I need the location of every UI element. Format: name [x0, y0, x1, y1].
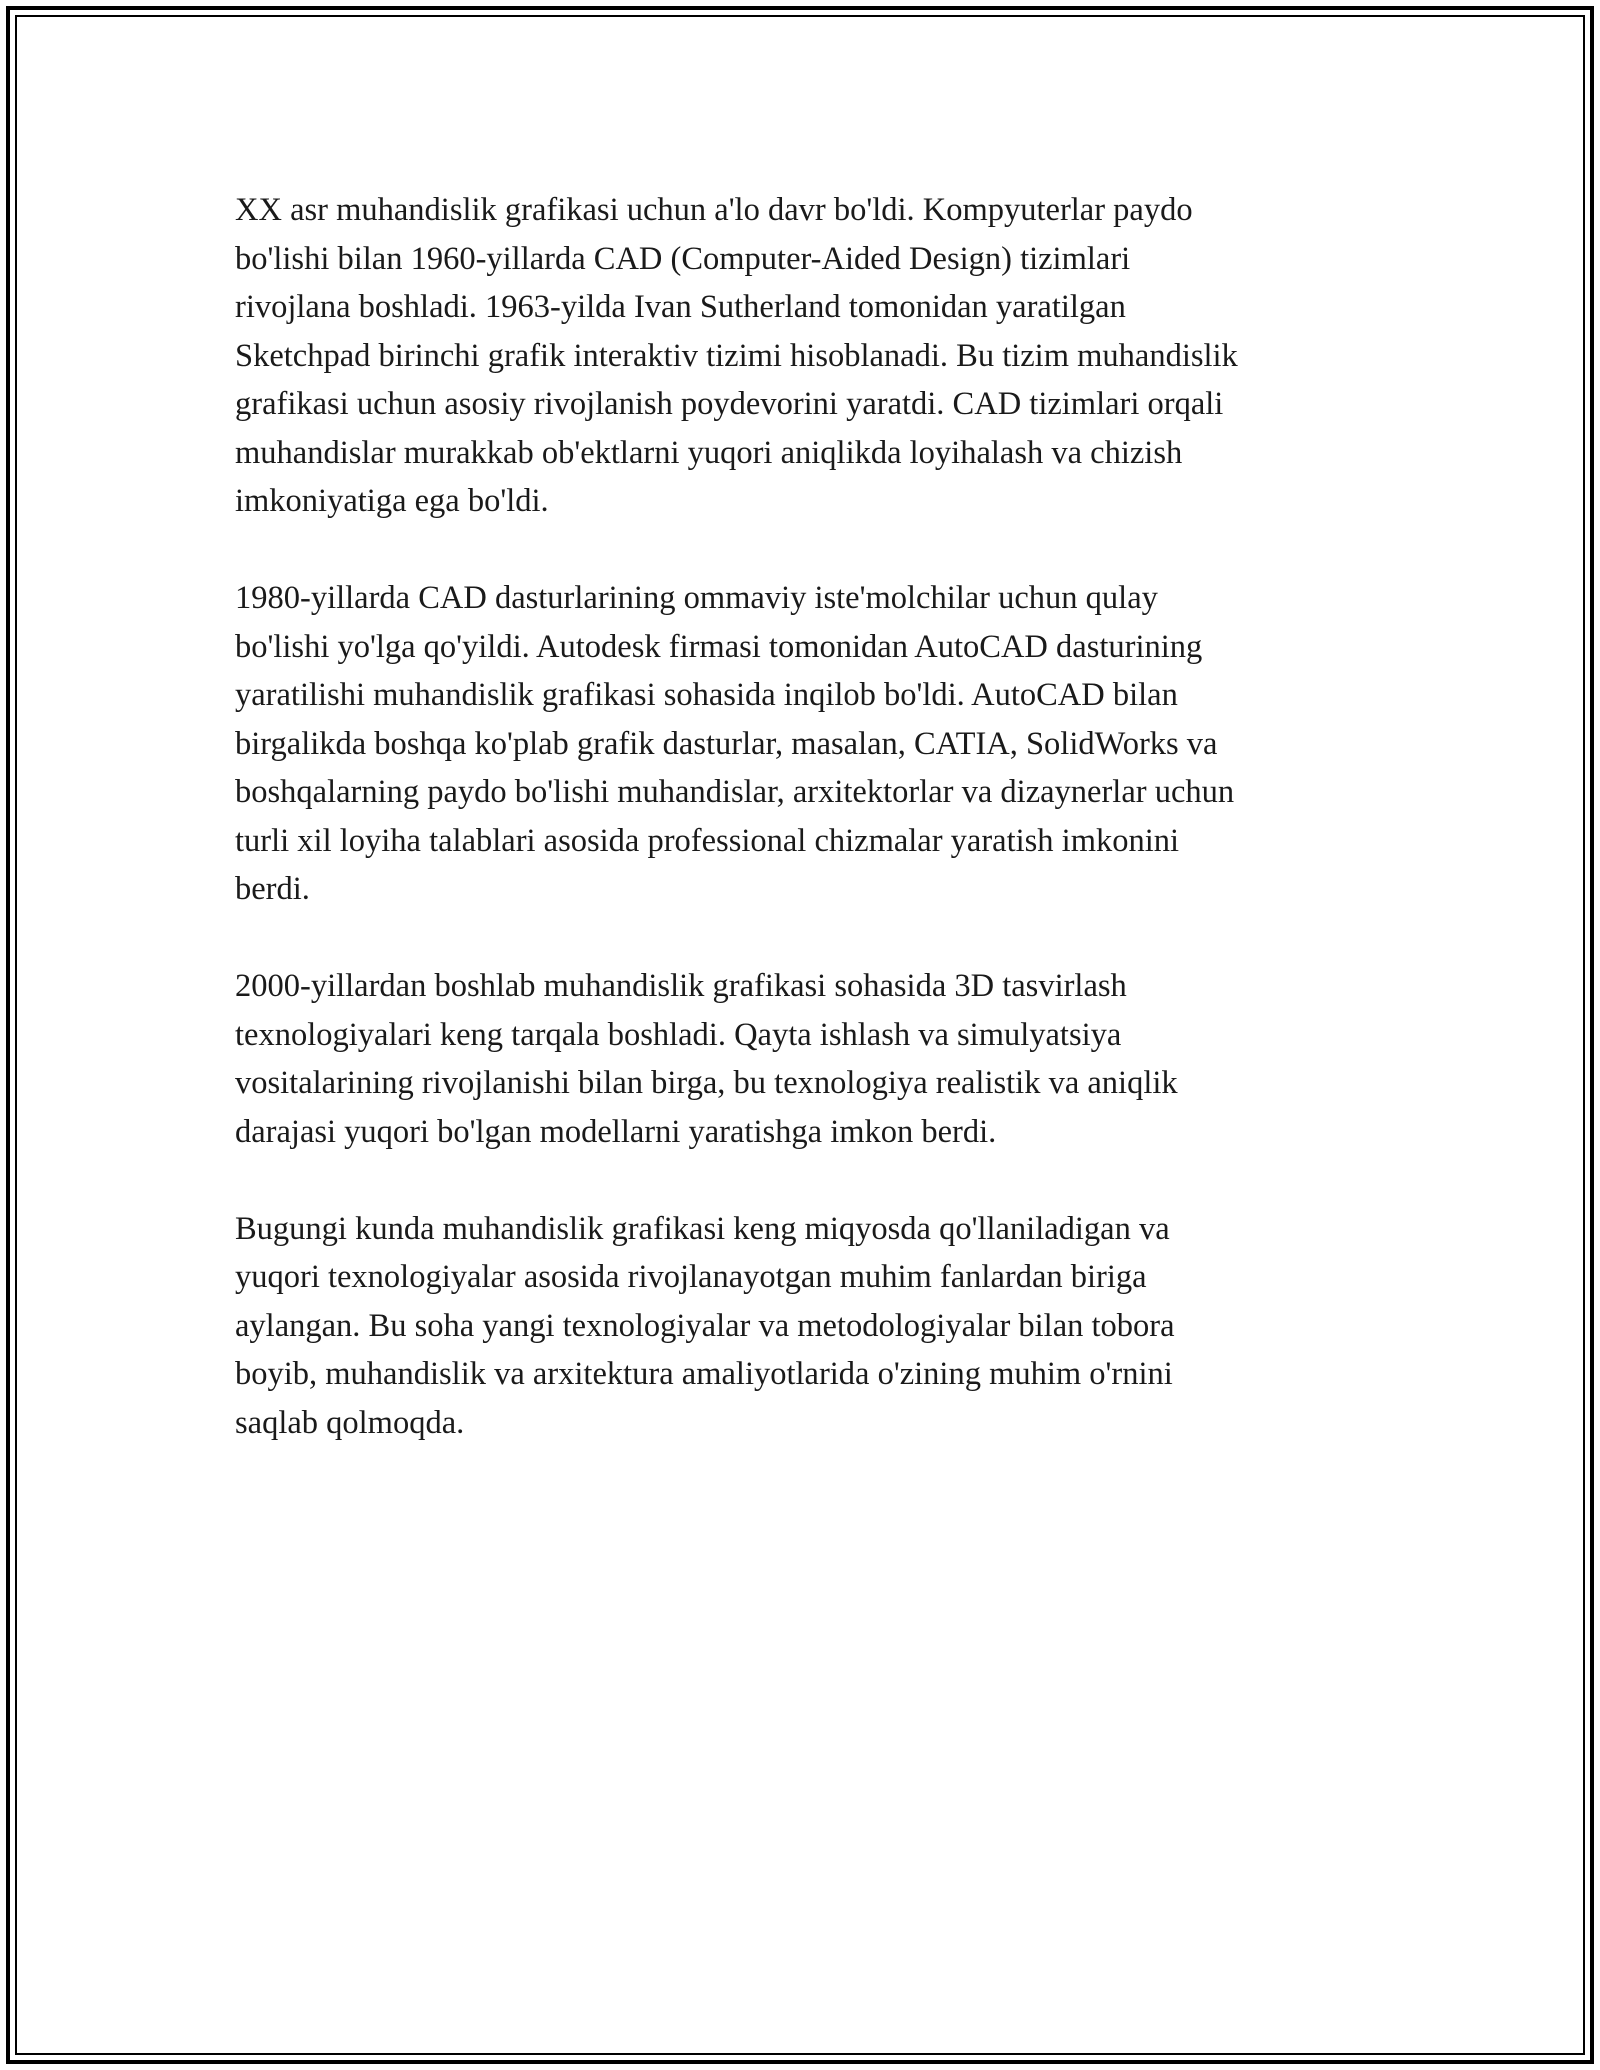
paragraph-line: grafikasi uchun asosiy rivojlanish poydevorini yaratdi. CAD tizimlari orqali [235, 386, 1224, 422]
paragraph-line: Bugungi kunda muhandislik grafikasi keng miqyosda qo'llaniladigan va [235, 1210, 1170, 1247]
paragraph-line: 1980-yillarda CAD dasturlarining ommaviy iste'molchilar uchun qulay [235, 580, 1158, 616]
paragraph-line: darajasi yuqori bo'lgan modellarni yaratishga imkon berdi. [235, 1113, 997, 1150]
paragraph-line: texnologiyalari keng tarqala boshladi. Qayta ishlash va simulyatsiya [235, 1016, 1122, 1053]
paragraph-line: rivojlana boshladi. 1963-yilda Ivan Sutherland tomonidan yaratilgan [235, 289, 1126, 325]
paragraph-2 [235, 574, 1395, 914]
paragraph-line: turli xil loyiha talablari asosida professional chizmalar yaratish imkonini [235, 822, 1180, 859]
paragraph-1 [235, 186, 1395, 526]
paragraph-line: birgalikda boshqa ko'plab grafik dasturlar, masalan, CATIA, SolidWorks va [235, 725, 1218, 762]
paragraph-line: boshqalarning paydo bo'lishi muhandislar, arxitektorlar va dizaynerlar uchun [235, 774, 1235, 810]
paragraph-4 [235, 1205, 1395, 1448]
paragraph-line: yuqori texnologiyalar asosida rivojlanayotgan muhim fanlardan biriga [235, 1259, 1147, 1295]
paragraph-line: 2000-yillardan boshlab muhandislik grafikasi sohasida 3D tasvirlash [235, 968, 1127, 1004]
paragraph-line: berdi. [235, 871, 310, 907]
paragraph-line: XX asr muhandislik grafikasi uchun a'lo davr bo'ldi. Kompyuterlar paydo [235, 192, 1193, 228]
paragraph-line: boyib, muhandislik va arxitektura amaliyotlarida o'zining muhim o'rnini [235, 1356, 1173, 1392]
paragraph-line: vositalarining rivojlanishi bilan birga, bu texnologiya realistik va aniqlik [235, 1065, 1178, 1101]
paragraph-line: bo'lishi yo'lga qo'yildi. Autodesk firmasi tomonidan AutoCAD dasturining [235, 628, 1203, 665]
paragraph-line: aylangan. Bu soha yangi texnologiyalar va metodologiyalar bilan tobora [235, 1307, 1175, 1344]
paragraph-line: Sketchpad birinchi grafik interaktiv tizimi hisoblanadi. Bu tizim muhandislik [235, 337, 1238, 374]
paragraph-3 [235, 962, 1395, 1156]
paragraph-line: imkoniyatiga ega bo'ldi. [235, 483, 549, 519]
paragraph-line: yaratilishi muhandislik grafikasi sohasida inqilob bo'ldi. AutoCAD bilan [235, 677, 1178, 713]
paragraph-line: muhandislar murakkab ob'ektlarni yuqori aniqlikda loyihalash va chizish [235, 434, 1183, 471]
paragraph-line: saqlab qolmoqda. [235, 1404, 465, 1441]
paragraph-line: bo'lishi bilan 1960-yillarda CAD (Computer-Aided Design) tizimlari [235, 240, 1131, 277]
document-body [235, 186, 1395, 1447]
